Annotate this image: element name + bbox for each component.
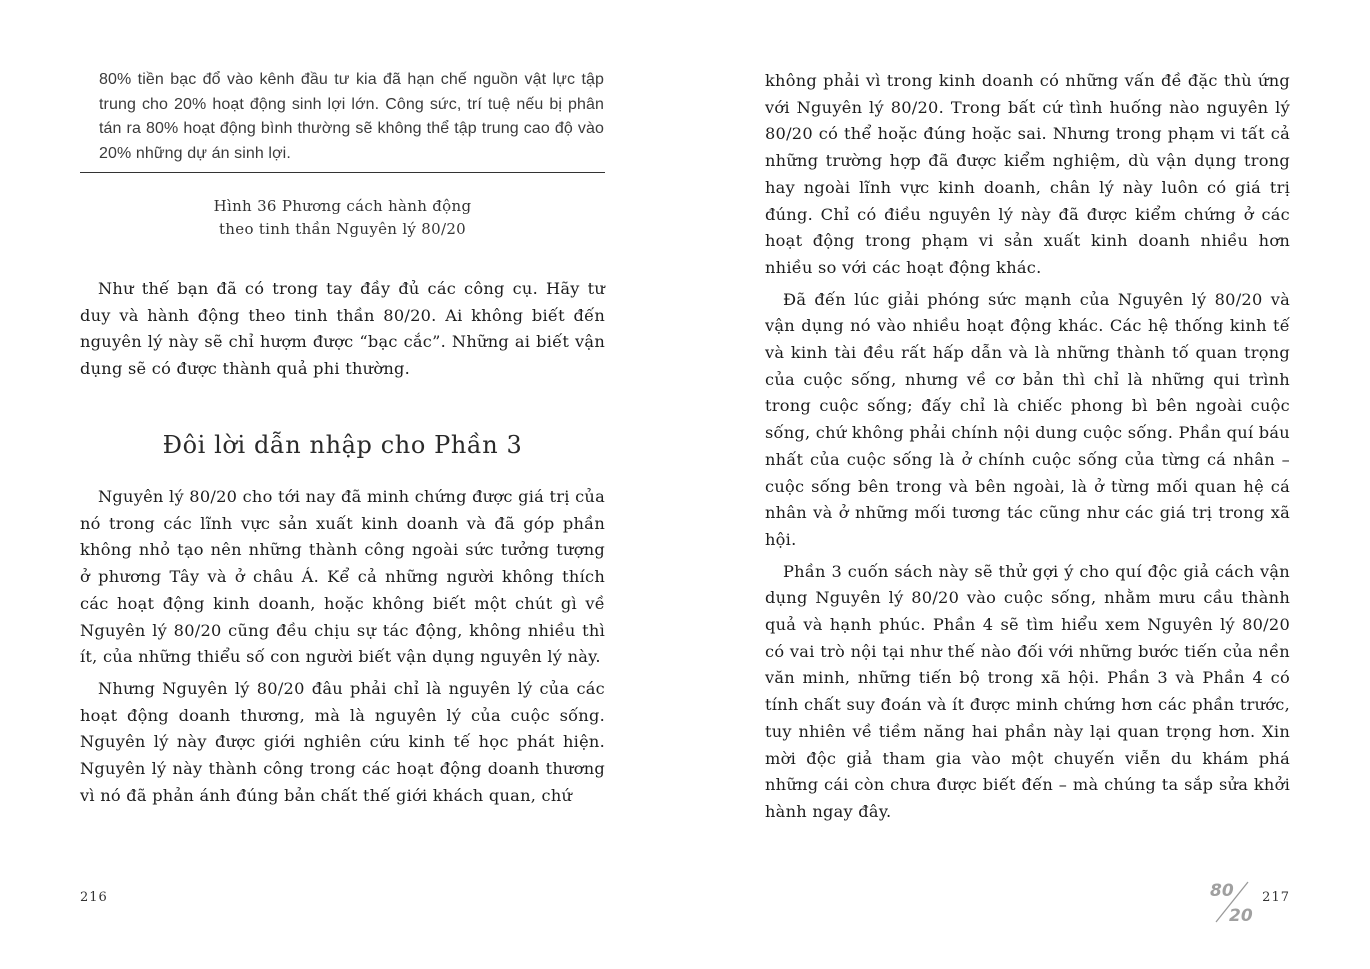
logo-text-bottom: 20 bbox=[1229, 906, 1253, 926]
logo-text-top: 80 bbox=[1210, 881, 1234, 901]
figure-caption bbox=[80, 195, 605, 241]
body-paragraph: Nguyên lý 80/20 cho tới nay đã minh chứng được giá trị của nó trong các lĩnh vực sản xuất kinh doanh và đã góp phần không nhỏ tạo nên những thành công ngoài sức tưởng tượng ở phương Tây và ở châu Á. Kể cả những người không thích các hoạt động kinh doanh, hoặc không biết một chút gì về Nguyên lý 80/20 cũng đều chịu sự tác động, không nhiều thì ít, của những thiểu số con người biết vận dụng nguyên lý này. bbox=[80, 487, 605, 667]
right-page bbox=[765, 0, 1290, 969]
right-body-text bbox=[765, 68, 1290, 831]
body-paragraph: Nhưng Nguyên lý 80/20 đâu phải chỉ là nguyên lý của các hoạt động doanh thương, mà là nguyên lý của cuộc sống. Nguyên lý này được giới nghiên cứu kinh tế học phát hiện. Nguyên lý này thành công trong các hoạt động doanh thương vì nó đã phản ánh đúng bản chất thế giới khách quan, chứ bbox=[80, 678, 605, 805]
page-number: 216 bbox=[80, 890, 108, 905]
80-20-logo-icon bbox=[1208, 878, 1262, 926]
caption-line-1: Hình 36 Phương cách hành động bbox=[213, 197, 472, 215]
body-paragraph: Phần 3 cuốn sách này sẽ thử gợi ý cho quí độc giả cách vận dụng Nguyên lý 80/20 vào cuộc sống, nhằm mưu cầu thành quả và hạnh phúc. Phần 4 sẽ tìm hiểu xem Nguyên lý 80/20 có vai trò nội tại như thế nào đối với những bước tiến của nền văn minh, những tiến bộ trong xã hội. Phần 3 và Phần 4 có tính chất suy đoán và ít được minh chứng hơn các phần trước, tuy nhiên về tiềm năng hai phần này lại quan trọng hơn. Xin mời độc giả tham gia vào một chuyến viễn du khám phá những cái còn chưa được biết đến – mà chúng ta sắp sửa khởi hành ngay đây. bbox=[765, 561, 1290, 821]
caption-line-2: theo tinh thần Nguyên lý 80/20 bbox=[218, 220, 467, 238]
horizontal-rule bbox=[80, 172, 605, 173]
body-paragraph: không phải vì trong kinh doanh có những vấn đề đặc thù ứng với Nguyên lý 80/20. Trong bất cứ tình huống nào nguyên lý 80/20 có thể hoặc đúng hoặc sai. Nhưng trong phạm vi tất cả những trường hợp đã được kiểm nghiệm, dù vận dụng trong hay ngoài lĩnh vực kinh doanh, chân lý này luôn có giá trị đúng. Chỉ có điều nguyên lý này đã được kiểm chứng ở các hoạt động trong phạm vi sản xuất kinh doanh nhiều hơn nhiều so với các hoạt động khác. bbox=[765, 71, 1290, 277]
body-paragraph: Đã đến lúc giải phóng sức mạnh của Nguyên lý 80/20 và vận dụng nó vào nhiều hoạt động khác. Các hệ thống kinh tế và kinh tài đều rất hấp dẫn và là những thành tố quan trọng của cuộc sống, nhưng về cơ bản thì chỉ là những qui trình trong cuộc sống; đấy chỉ là chiếc phong bì bên ngoài cuộc sống, chứ không phải chính nội dung cuộc sống. Phần quí báu nhất của cuộc sống là ở chính cuộc sống của từng cá nhân – cuộc sống bên trong và bên ngoài, là ở từng mối quan hệ cá nhân và ở những mối tương tác cũng như các giá trị trong xã hội. bbox=[765, 289, 1290, 549]
body-paragraph: Như thế bạn đã có trong tay đầy đủ các công cụ. Hãy tư duy và hành động theo tinh thần 80/20. Ai không biết đến nguyên lý này sẽ chỉ hượm được “bạc cắc”. Những ai biết vận dụng sẽ có được thành quả phi thường. bbox=[80, 279, 605, 379]
page-number: 217 bbox=[1262, 890, 1290, 905]
boxed-note-text: 80% tiền bạc đổ vào kênh đầu tư kia đã hạn chế nguồn vật lực tập trung cho 20% hoạt động sinh lợi lớn. Công sức, trí tuệ nếu bị phân tán ra 80% hoạt động bình thường sẽ không thể tập trung cao độ vào 20% những dự án sinh lợi. bbox=[99, 71, 604, 162]
section-heading: Đôi lời dẫn nhập cho Phần 3 bbox=[162, 431, 523, 459]
left-paragraph-block bbox=[80, 276, 605, 388]
left-page bbox=[80, 0, 605, 969]
left-body-text bbox=[80, 484, 605, 814]
